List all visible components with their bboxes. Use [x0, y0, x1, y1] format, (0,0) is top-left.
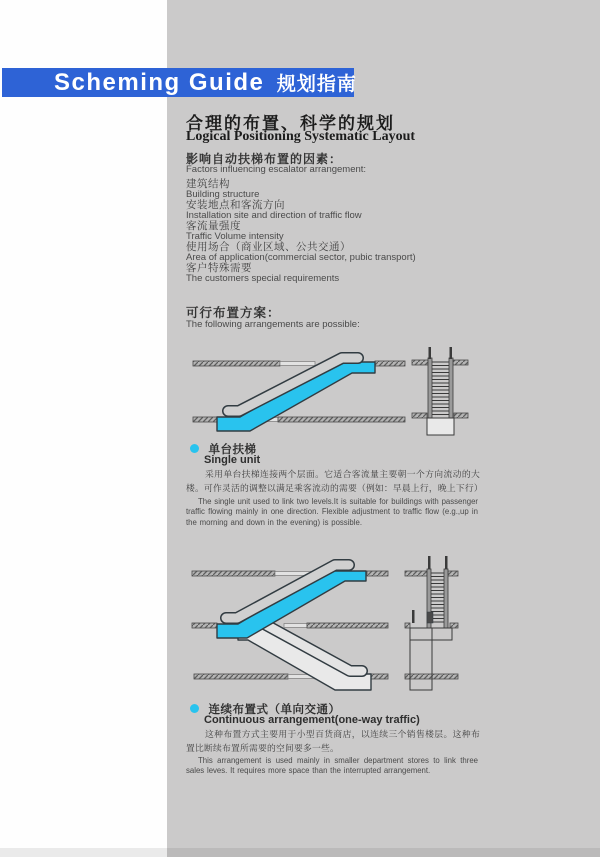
factor-zh: 建筑结构 [186, 178, 230, 190]
list-item [186, 221, 486, 242]
upper-escalator-pit [410, 628, 452, 640]
section-body-en: The single unit used to link two levels.It is suitable for buildings with passenger traffic flowing mainly in one direction. Flexible adjustment to traffic flow (e.g.,up in the morning and down in the evening) is possible. [186, 497, 478, 527]
lower-landing-pit [427, 418, 454, 435]
factor-zh: 客户特殊需要 [186, 262, 252, 274]
escalators-front-view [405, 556, 458, 690]
section-title-zh: 连续布置式（单向交通） [208, 703, 341, 716]
escalator-side-view [193, 358, 405, 431]
step-rungs [432, 362, 449, 415]
banner-title-zh: 规划指南 [276, 74, 357, 95]
escalator-front-view [412, 347, 468, 435]
section-title-zh: 单台扶梯 [208, 443, 257, 456]
factor-en: Traffic Volume intensity [186, 230, 284, 242]
factor-zh: 使用场合（商业区域、公共交通） [186, 241, 351, 253]
factors-list [186, 179, 486, 284]
factors-heading-en: Factors influencing escalator arrangement: [186, 164, 367, 175]
arrangements-heading-en: The following arrangements are possible: [186, 319, 360, 330]
factor-en: Building structure [186, 188, 260, 200]
page-banner [2, 68, 357, 97]
list-item [186, 242, 486, 263]
arrangements-heading-zh: 可行布置方案： [186, 306, 281, 320]
single-unit-diagram [188, 342, 478, 442]
factor-en: Area of application(commercial sector, pubic transport) [186, 251, 416, 263]
factor-en: The customers special requirements [186, 272, 340, 284]
page-title-en: Logical Positioning Systematic Layout [186, 129, 416, 144]
section-body-en: This arrangement is used mainly in smaller department stores to link three sales leves. It requires more space than the interrupted arrangement. [186, 756, 478, 776]
continuous-arrangement-diagram [188, 550, 470, 700]
lower-escalator-shaft [410, 628, 432, 690]
section-continuous-heading [190, 700, 341, 716]
factor-zh: 客流量强度 [186, 220, 241, 232]
factors-heading-zh: 影响自动扶梯布置的因素： [186, 152, 343, 166]
factor-zh: 安装地点和客流方向 [186, 199, 285, 211]
section-single-unit-heading [190, 440, 257, 456]
lower-escalator-truss [238, 624, 371, 690]
section-body-zh: 采用单台扶梯连接两个层面。它适合客流量主要朝一个方向流动的大楼。可作灵活的调整以满足乘客流动的需要（例如：早晨上行，晚上下行） [186, 469, 483, 493]
list-item [186, 179, 486, 200]
factor-en: Installation site and direction of traffic flow [186, 209, 362, 221]
page-title-zh: 合理的布置、科学的规划 [186, 114, 395, 133]
list-item [186, 263, 486, 284]
section-body-zh: 这种布置方式主要用于小型百货商店，以连续三个销售楼层。这种布置比断续布置所需要的空间要多一些。 [186, 729, 480, 753]
page-bottom-edge [0, 848, 600, 857]
banner-title-en: Scheming Guide [54, 69, 265, 96]
escalators-side-view [192, 565, 388, 690]
section-title-en: Single unit [204, 454, 261, 466]
list-item [186, 200, 486, 221]
section-title-en: Continuous arrangement(one-way traffic) [204, 714, 420, 726]
